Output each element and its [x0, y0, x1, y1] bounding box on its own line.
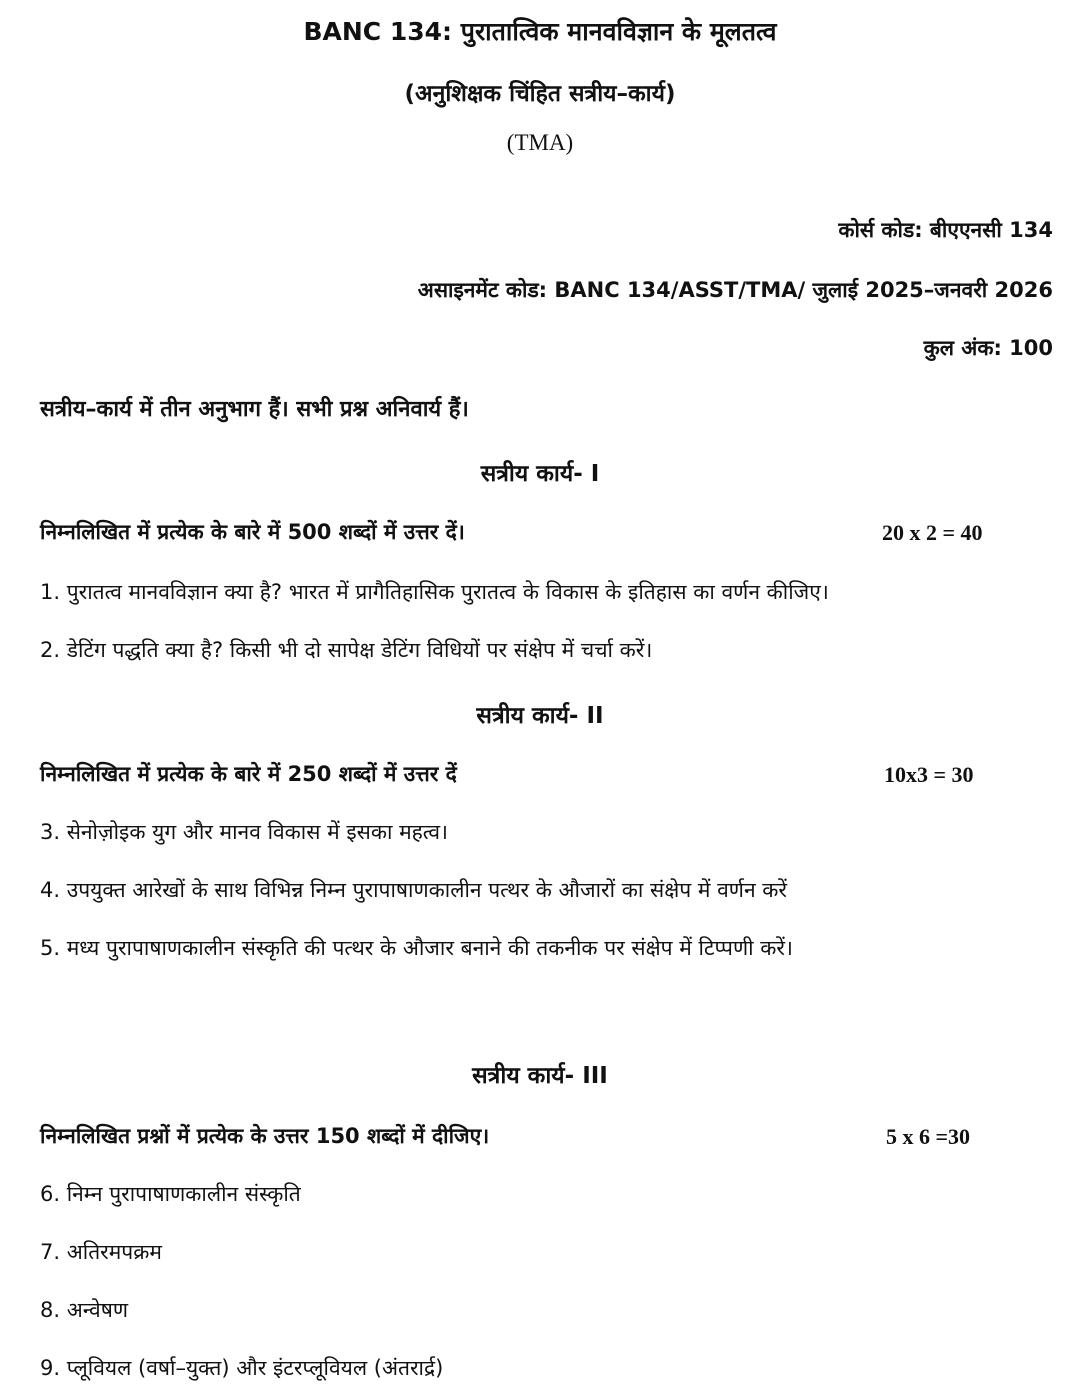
course-code: कोर्स कोड: बीएएनसी 134: [838, 218, 1053, 242]
section-1-instruction: निम्नलिखित में प्रत्येक के बारे में 500 शब्दों में उत्तर दें।: [40, 520, 465, 544]
question-3: 3. सेनोज़ोइक युग और मानव विकास में इसका महत्व।: [40, 820, 449, 844]
section-2-instruction: निम्नलिखित में प्रत्येक के बारे में 250 शब्दों में उत्तर दें: [40, 762, 457, 786]
question-2: 2. डेटिंग पद्धति क्या है? किसी भी दो सापेक्ष डेटिंग विधियों पर संक्षेप में चर्चा करें।: [40, 638, 653, 662]
question-6: 6. निम्न पुरापाषाणकालीन संस्कृति: [40, 1182, 301, 1206]
intro-note: सत्रीय–कार्य में तीन अनुभाग हैं। सभी प्रश्न अनिवार्य हैं।: [40, 397, 469, 422]
question-7: 7. अतिरमपक्रम: [40, 1240, 162, 1264]
section-3-marks: 5 x 6 =30: [886, 1124, 971, 1149]
section-3-instruction: निम्नलिखित प्रश्नों में प्रत्येक के उत्तर 150 शब्दों में दीजिए।: [40, 1124, 490, 1148]
section-2-marks: 10x3 = 30: [884, 762, 974, 787]
document-title: BANC 134: पुरातात्विक मानवविज्ञान के मूलतत्व: [303, 17, 777, 46]
question-1: 1. पुरातत्व मानवविज्ञान क्या है? भारत में प्रागैतिहासिक पुरातत्व के विकास के इतिहास का वर्णन कीजिए।: [40, 580, 829, 604]
assignment-code: असाइनमेंट कोड: BANC 134/ASST/TMA/ जुलाई 2025–जनवरी 2026: [417, 278, 1053, 302]
tma-label: (TMA): [506, 130, 574, 155]
question-8: 8. अन्वेषण: [40, 1298, 129, 1322]
section-3-heading: सत्रीय कार्य- III: [472, 1063, 608, 1089]
question-9: 9. प्लूवियल (वर्षा–युक्त) और इंटरप्लूवियल (अंतरार्द्र): [40, 1356, 444, 1380]
document-subtitle: (अनुशिक्षक चिंहित सत्रीय–कार्य): [404, 81, 676, 107]
question-5: 5. मध्य पुरापाषाणकालीन संस्कृति की पत्थर के औजार बनाने की तकनीक पर संक्षेप में टिप्पणी करें।: [40, 936, 793, 960]
section-1-marks: 20 x 2 = 40: [882, 520, 983, 545]
total-marks: कुल अंक: 100: [923, 336, 1053, 360]
section-1-heading: सत्रीय कार्य- I: [480, 461, 600, 487]
section-2-heading: सत्रीय कार्य- II: [476, 703, 604, 729]
question-4: 4. उपयुक्त आरेखों के साथ विभिन्न निम्न पुरापाषाणकालीन पत्थर के औजारों का संक्षेप में वर्णन करें: [40, 878, 787, 902]
